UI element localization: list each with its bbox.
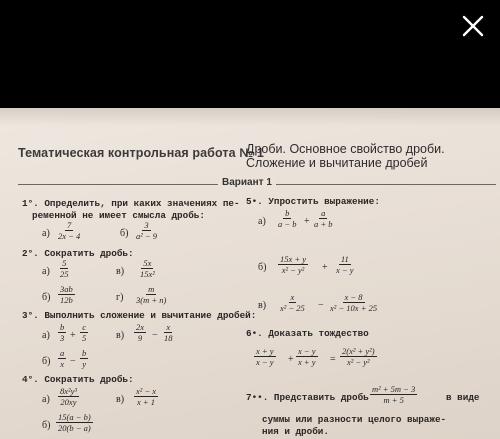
task-3a-fraction-1: $\frac{b}{3}$ [60, 322, 65, 343]
variant-heading: Вариант 1 [18, 184, 496, 199]
task-3a-label: а) [42, 330, 50, 341]
task-5b-fraction-1: $\frac{15x + y}{\text{x² − y²}}$ [280, 254, 307, 275]
task-5v-label: в) [258, 300, 267, 311]
task-5b-label: б) [258, 262, 267, 273]
task-6-fraction-2: $\frac{x - y}{x + y}$ [298, 346, 316, 367]
task-5b-fraction-2: $\frac{11}{x - y}$ [336, 254, 354, 275]
task-3b-fraction-2: $\frac{b}{y}$ [82, 348, 87, 369]
task-3b-fraction-1: $\frac{a}{x}$ [60, 348, 65, 369]
task-5a-label: а) [258, 216, 266, 227]
task-7-text-line1: 7••. Представить дробь [246, 392, 369, 403]
task-3v-fraction-1: $\frac{2x}{9}$ [136, 322, 145, 343]
task-5v-fraction-2: $\frac{x - 8}{\text{x² − 10x + 25}}$ [330, 292, 378, 313]
task-7-text-line2: суммы или разности целого выраже- [262, 414, 447, 425]
task-5a-fraction-1: $\frac{b}{a - b}$ [278, 208, 297, 229]
worksheet-title: Тематическая контрольная работа № 1 [18, 146, 264, 160]
task-1b-fraction: $\frac{3}{\text{a² − 9}}$ [136, 220, 158, 241]
task-1-text-line2: ременной не имеет смысла дробь: [32, 210, 205, 221]
minus-sign: − [70, 356, 76, 367]
worksheet-header [18, 142, 490, 182]
task-2-text: 2°. Сократить дробь: [22, 248, 134, 259]
worksheet-topic: Дроби. Основное свойство дроби. Сложение и вычитание дробей [246, 142, 445, 170]
task-1b-label: б) [120, 228, 129, 239]
task-3v-label: в) [116, 330, 125, 341]
task-2v-fraction: $\frac{5x}{\text{15x²}}$ [140, 258, 155, 279]
task-4b-label: б) [42, 420, 51, 431]
task-7-fraction: $\frac{\text{m² + 5m − 3}}{m + 5}$ [372, 384, 416, 405]
task-3-text: 3°. Выполнить сложение и вычитание дробей: [22, 310, 257, 321]
plus-sign: + [304, 216, 310, 227]
task-4a-fraction: $\frac{\text{8x²y³}}{20xy}$ [60, 386, 77, 407]
plus-sign: + [322, 262, 328, 273]
task-1a-label: а) [42, 228, 50, 239]
task-4v-fraction: $\frac{\text{x² − x}}{x + 1}$ [136, 386, 157, 407]
task-6-fraction-3: $\frac{\text{2(x² + y²)}}{\text{x² − y²}}$ [342, 346, 375, 367]
worksheet-photo [0, 108, 500, 439]
task-7-text-line3: ния и дроби. [262, 426, 329, 437]
plus-sign: + [288, 354, 294, 365]
minus-sign: − [318, 300, 324, 311]
task-5-text: 5•. Упростить выражение: [246, 196, 380, 207]
task-2a-label: а) [42, 266, 50, 277]
minus-sign: − [152, 330, 158, 341]
task-6-text: 6•. Доказать тождество [246, 328, 369, 339]
task-4a-label: а) [42, 394, 50, 405]
task-2b-fraction: $\frac{3ab}{12b}$ [60, 284, 73, 305]
task-2g-fraction: $\frac{m}{3(m + n)}$ [136, 284, 167, 305]
task-1-text-line1: 1°. Определить, при каких значениях пе- [22, 198, 240, 209]
task-5v-fraction-1: $\frac{x}{\text{x² − 25}}$ [280, 292, 305, 313]
close-icon[interactable] [459, 12, 487, 40]
task-2a-fraction: $\frac{5}{25}$ [60, 258, 69, 279]
task-3a-fraction-2: $\frac{c}{5}$ [82, 322, 87, 343]
task-2b-label: б) [42, 292, 51, 303]
task-2v-label: в) [116, 266, 125, 277]
task-6-fraction-1: $\frac{x + y}{x - y}$ [256, 346, 274, 367]
task-4v-label: в) [116, 394, 125, 405]
task-7-text-tail: в виде [446, 392, 480, 403]
task-2g-label: г) [116, 292, 124, 303]
task-4-text: 4°. Сократить дробь: [22, 374, 134, 385]
plus-sign: + [70, 330, 76, 341]
equals-sign: = [330, 354, 336, 365]
task-1a-fraction: $\frac{7}{2x - 4}$ [58, 220, 81, 241]
task-5a-fraction-2: $\frac{a}{a + b}$ [314, 208, 333, 229]
task-3b-label: б) [42, 356, 51, 367]
task-3v-fraction-2: $\frac{x}{18}$ [164, 322, 173, 343]
task-4b-fraction: $\frac{15(a - b)}{20(b - a)}$ [58, 412, 91, 433]
